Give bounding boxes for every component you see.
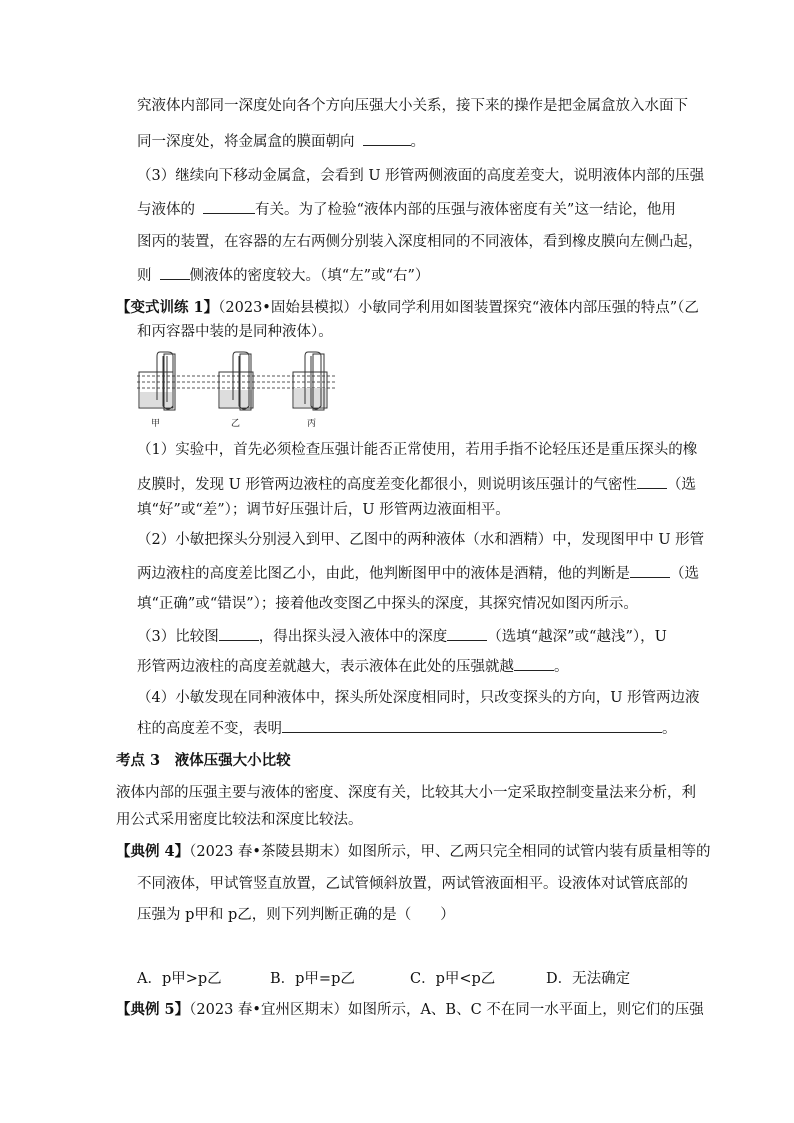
text-segment: （选 xyxy=(670,566,699,582)
text-line: 不同液体，甲试管竖直放置，乙试管倾斜放置，两试管液面相平。设液体对试管底部的 xyxy=(137,876,688,892)
text-line: 究液体内部同一深度处向各个方向压强大小关系，接下来的操作是把金属盒放入水面下 xyxy=(137,98,688,114)
figure-label-yi: 乙 xyxy=(231,419,241,429)
section-heading: 考点 3 液体压强大小比较 xyxy=(116,752,291,769)
answer-blank[interactable] xyxy=(160,265,190,280)
text-line: 图丙的装置，在容器的左右两侧分别装入深度相同的不同液体，看到橡皮膜向左侧凸起， xyxy=(137,234,703,250)
option-d[interactable]: D．无法确定 xyxy=(546,971,631,987)
text-line: （4）小敏发现在同种液体中，探头所处深度相同时，只改变探头的方向，U 形管两边液 xyxy=(137,690,700,706)
text-line xyxy=(137,131,425,152)
answer-blank[interactable] xyxy=(203,199,255,214)
option-b[interactable]: B．p甲=p乙 xyxy=(270,971,355,987)
option-c[interactable]: C．p甲<p乙 xyxy=(410,971,496,987)
text-line: 压强为 p甲和 p乙，则下列判断正确的是（ ） xyxy=(137,907,455,923)
text-line xyxy=(137,563,699,584)
text-segment: ，得出探头浸入液体中的深度 xyxy=(258,629,448,645)
text-segment: 形管两边液柱的高度差就越大，表示液体在此处的压强就越 xyxy=(137,659,514,675)
text-line xyxy=(116,298,699,318)
text-line: 用公式采用密度比较法和深度比较法。 xyxy=(116,812,363,828)
figure-label-jia: 甲 xyxy=(151,419,161,429)
text-line: 液体内部的压强主要与液体的密度、深度有关，比较其大小一定采取控制变量法来分析，利 xyxy=(116,785,696,801)
text-line xyxy=(137,199,676,220)
text-segment: （2023 春•宜州区期末）如图所示，A、B、C 不在同一水平面上，则它们的压强 xyxy=(189,1002,704,1018)
section-tag: 【典例 4】 xyxy=(116,843,190,860)
text-segment: 同一深度处，将金属盒的膜面朝向 xyxy=(137,134,355,150)
text-line xyxy=(137,265,429,286)
answer-blank[interactable] xyxy=(363,131,411,146)
text-segment: （选填“越深”或“越浅”），U xyxy=(487,629,667,645)
text-segment: 皮膜时，发现 U 形管两边液柱的高度差变化都很小，则说明该压强计的气密性 xyxy=(137,477,637,493)
text-segment: 侧液体的密度较大。（填“左”或“右”） xyxy=(189,268,430,284)
text-line: （2）小敏把探头分别浸入到甲、乙图中的两种液体（水和酒精）中，发现图甲中 U 形管 xyxy=(137,532,705,548)
answer-blank[interactable] xyxy=(219,626,259,641)
text-line xyxy=(116,842,710,862)
text-line xyxy=(137,656,569,677)
text-line: 和丙容器中装的是同种液体）。 xyxy=(137,324,333,340)
text-segment: （2023•固始县模拟）小敏同学利用如图装置探究“液体内部压强的特点”（乙 xyxy=(218,300,699,316)
text-segment: 与液体的 xyxy=(137,202,195,218)
text-line xyxy=(137,718,677,739)
section-tag: 【变式训练 1】 xyxy=(116,299,219,316)
text-segment: 有关。为了检验“液体内部的压强与液体密度有关”这一结论，他用 xyxy=(255,202,676,218)
answer-blank[interactable] xyxy=(514,656,554,671)
answer-blank[interactable] xyxy=(282,718,662,733)
text-segment: 。 xyxy=(410,134,425,150)
text-segment: （选 xyxy=(666,477,696,493)
option-a[interactable]: A．p甲>p乙 xyxy=(137,971,222,987)
text-line xyxy=(116,1000,704,1020)
text-line: 填“正确”或“错误”）；接着他改变图乙中探头的深度，其探究情况如图丙所示。 xyxy=(137,596,638,612)
text-segment: 。 xyxy=(662,721,677,737)
text-segment: 柱的高度差不变，表明 xyxy=(137,721,282,737)
text-line xyxy=(137,474,696,495)
answer-blank[interactable] xyxy=(637,474,667,489)
figure-label-bing: 丙 xyxy=(307,419,317,429)
text-line: （1）实验中，首先必须检查压强计能否正常使用，若用手指不论轻压还是重压探头的橡 xyxy=(137,442,698,458)
text-line xyxy=(137,626,667,647)
pressure-gauge-figure xyxy=(137,350,337,428)
section-tag: 【典例 5】 xyxy=(116,1001,190,1018)
apparatus-illustration xyxy=(137,350,337,416)
text-line: （3）继续向下移动金属盒，会看到 U 形管两侧液面的高度差变大，说明液体内部的压强 xyxy=(137,168,705,184)
text-segment: （3）比较图 xyxy=(137,629,219,645)
text-segment: （2023 春•茶陵县期末）如图所示，甲、乙两只完全相同的试管内装有质量相等的 xyxy=(189,844,711,860)
text-line: 填“好”或“差”）；调节好压强计后，U 形管两边液面相平。 xyxy=(137,502,510,518)
answer-blank[interactable] xyxy=(630,563,670,578)
text-segment: 。 xyxy=(554,659,569,675)
text-segment: 两边液柱的高度差比图乙小，由此，他判断图甲中的液体是酒精，他的判断是 xyxy=(137,566,630,582)
text-segment: 则 xyxy=(137,268,152,284)
answer-blank[interactable] xyxy=(447,626,487,641)
